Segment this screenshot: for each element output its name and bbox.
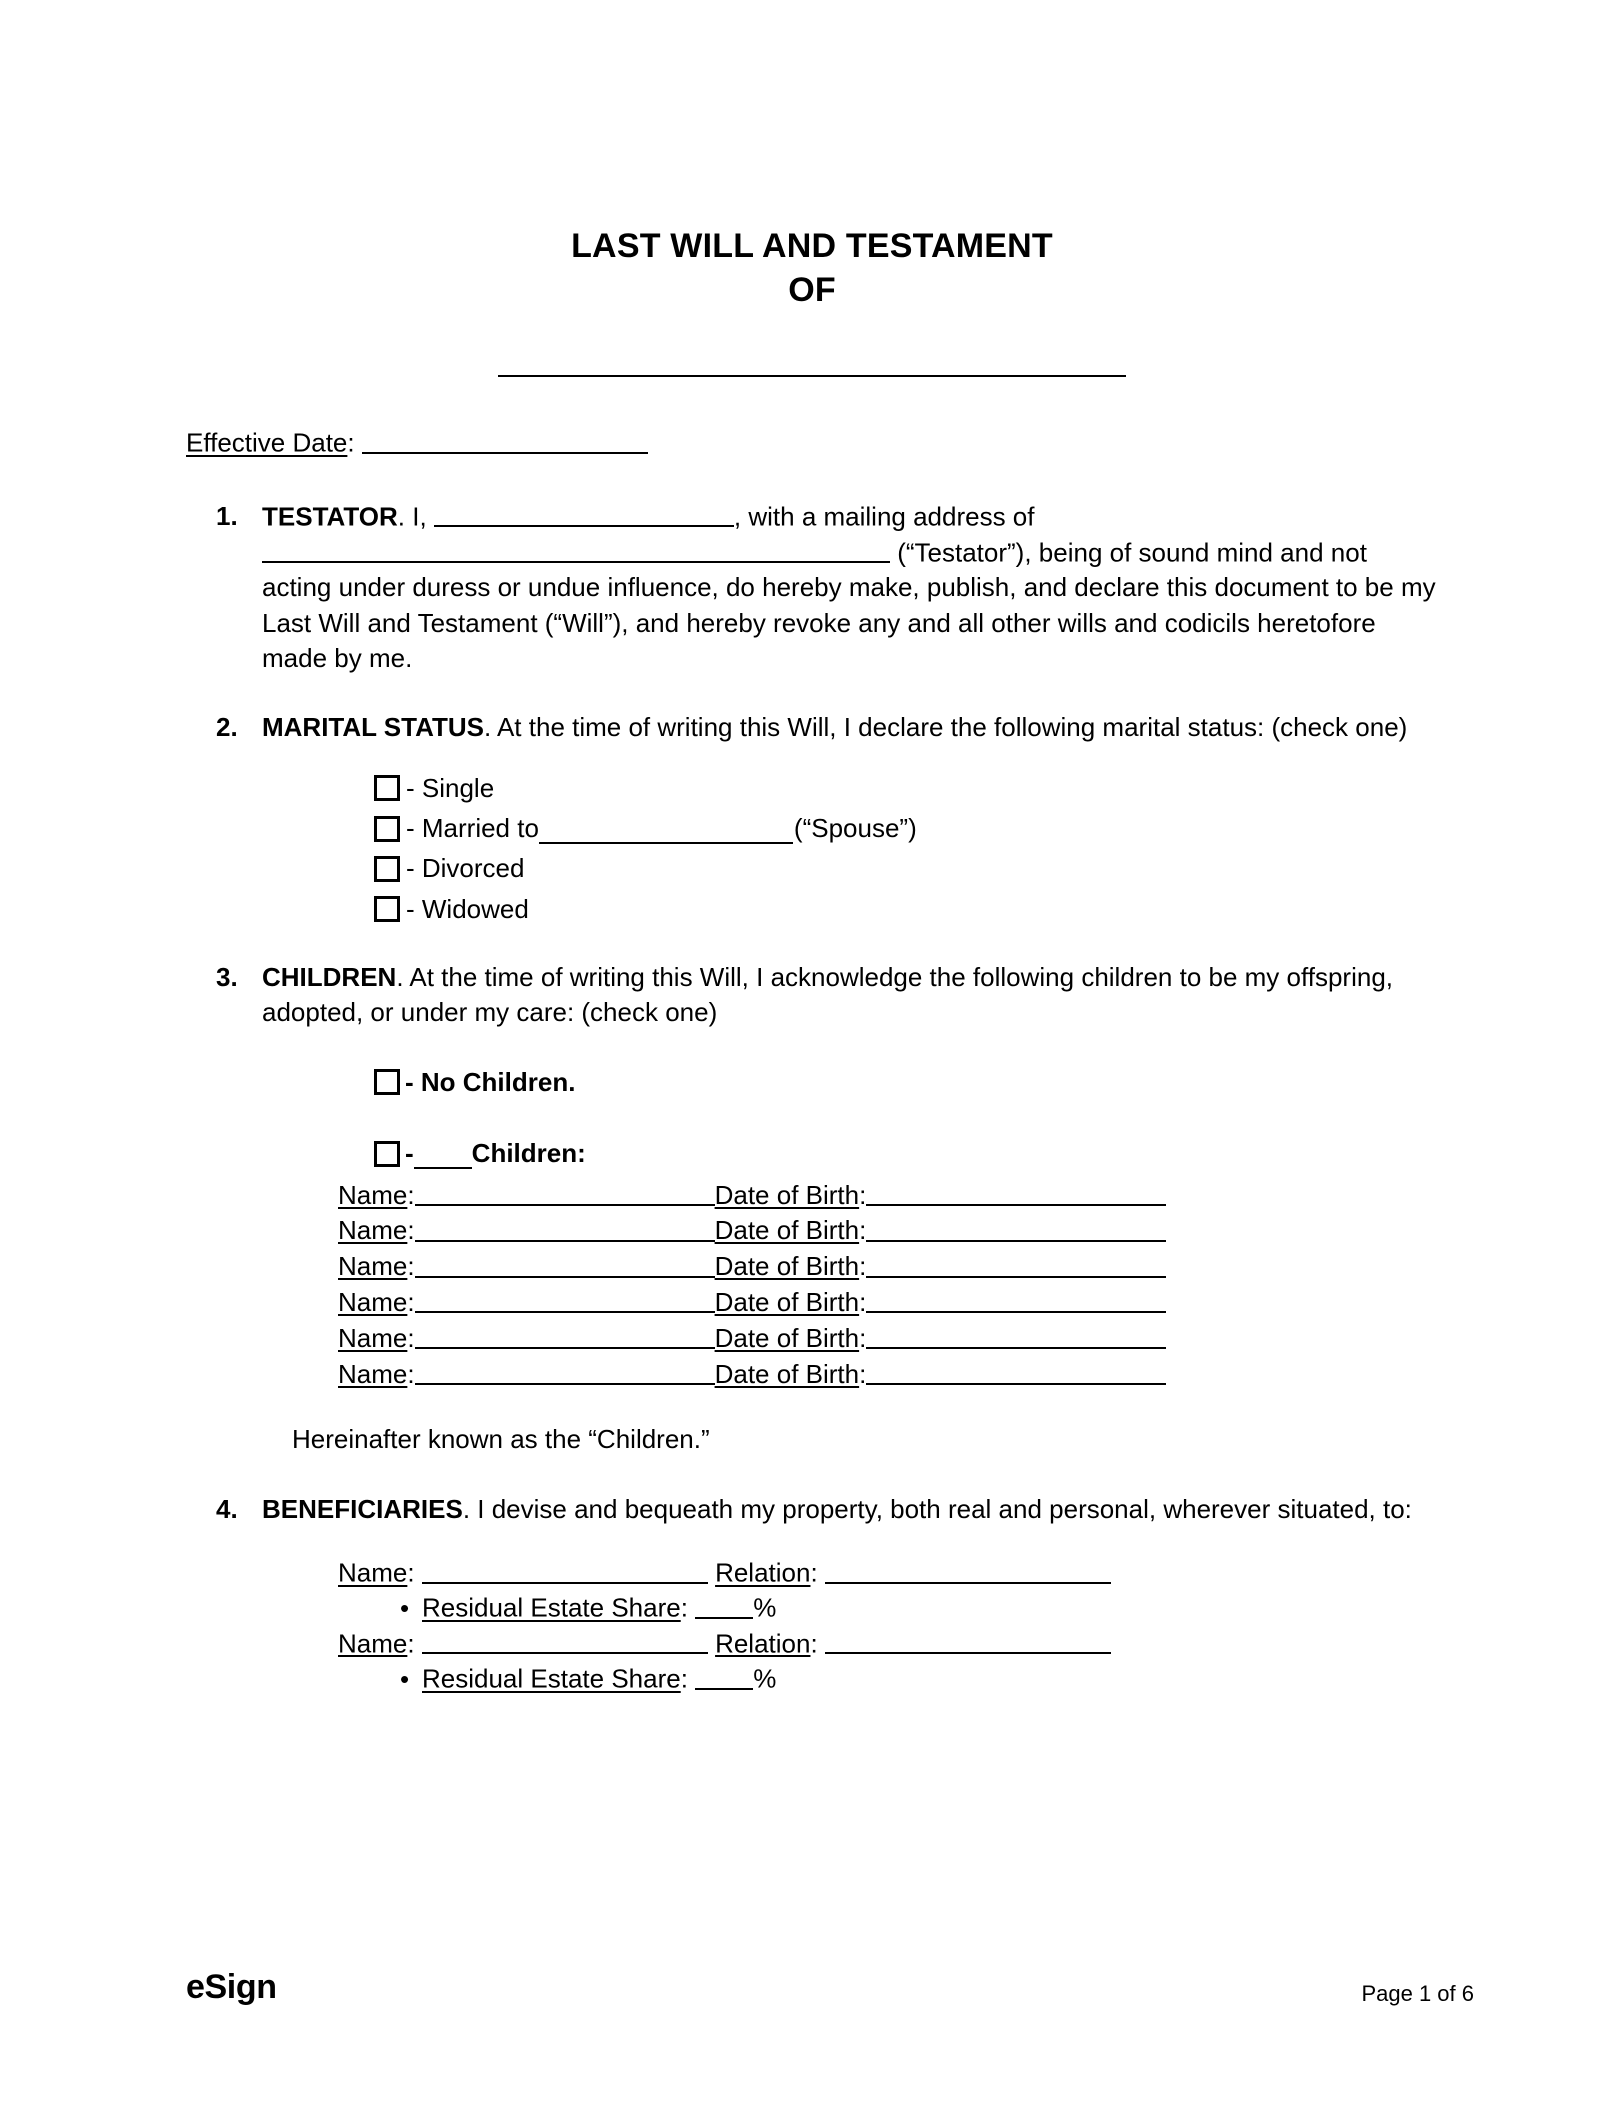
section-marital-status [186, 710, 1438, 925]
marital-option-single[interactable] [374, 772, 1438, 805]
beneficiary-name-label: Name [338, 1628, 408, 1659]
children-option-none[interactable] [374, 1065, 1438, 1100]
testator-name-input-blank[interactable] [434, 499, 734, 528]
marital-option-divorced[interactable] [374, 852, 1438, 885]
beneficiary-name-blank[interactable] [422, 1555, 708, 1584]
children-option-count[interactable] [374, 1136, 1438, 1171]
child-dob-blank[interactable] [866, 1249, 1166, 1278]
marital-option-married-label: - Married to [406, 813, 539, 844]
colon: : [407, 1215, 415, 1246]
marital-option-single-label: - Single [406, 772, 495, 803]
checkbox-icon[interactable] [374, 775, 400, 801]
effective-date-blank[interactable] [362, 425, 648, 454]
child-name-blank[interactable] [415, 1177, 715, 1206]
colon: : [859, 1287, 867, 1318]
table-row [338, 1356, 1166, 1392]
marital-option-divorced-label: - Divorced [406, 853, 525, 884]
beneficiaries-entries [338, 1555, 1438, 1696]
page-footer [186, 1968, 1474, 2007]
child-name-blank[interactable] [415, 1321, 715, 1350]
child-dob-label: Date of Birth [714, 1215, 860, 1246]
testator-name-blank[interactable] [498, 374, 1126, 377]
beneficiary-share-row [400, 1590, 1438, 1625]
section-beneficiaries-text: . I devise and bequeath my property, both real and personal, wherever situated, to: [462, 1493, 1412, 1524]
checkbox-icon[interactable] [374, 856, 400, 882]
beneficiary-share-blank[interactable] [695, 1590, 753, 1619]
table-row [338, 1213, 1166, 1249]
children-count-blank[interactable] [414, 1140, 472, 1169]
beneficiary-relation-blank[interactable] [825, 1626, 1111, 1655]
section-testator-text-c: (“Testator”), being of sound mind and not acting under duress or undue influence, do hereby make, publish, and declare this document to be my Last Will and Testament (“Will”), and hereby revoke any and all other wills and codicils heretofore made by me. [262, 537, 1436, 674]
section-testator-text-a: . I, [397, 501, 434, 532]
section-testator-heading: TESTATOR [262, 501, 398, 532]
table-row [338, 1249, 1166, 1285]
checkbox-icon[interactable] [374, 1069, 400, 1095]
marital-option-widowed[interactable] [374, 893, 1438, 926]
child-dob-label: Date of Birth [714, 1287, 860, 1318]
colon: : [859, 1251, 867, 1282]
colon: : [407, 1322, 415, 1353]
checkbox-icon[interactable] [374, 896, 400, 922]
beneficiary-share-blank[interactable] [695, 1661, 753, 1690]
child-name-label: Name [338, 1215, 408, 1246]
child-name-blank[interactable] [415, 1356, 715, 1385]
colon: : [407, 1179, 415, 1210]
child-dob-label: Date of Birth [714, 1358, 860, 1389]
section-marital-text: . At the time of writing this Will, I declare the following marital status: (check one) [483, 712, 1408, 743]
beneficiary-relation-label: Relation [715, 1628, 811, 1659]
table-row [338, 1321, 1166, 1357]
marital-option-married[interactable] [374, 812, 1438, 845]
table-row [338, 1285, 1166, 1321]
checkbox-icon[interactable] [374, 816, 400, 842]
child-name-label: Name [338, 1179, 408, 1210]
testator-address-blank[interactable] [262, 535, 890, 564]
colon: : [859, 1215, 867, 1246]
effective-date-row [186, 425, 1438, 461]
beneficiary-share-label: Residual Estate Share [422, 1663, 681, 1694]
section-beneficiaries-heading: BENEFICIARIES [262, 1493, 463, 1524]
page-number: Page 1 of 6 [1361, 1981, 1474, 2006]
colon: : [407, 1287, 415, 1318]
child-dob-label: Date of Birth [714, 1322, 860, 1353]
checkbox-icon[interactable] [374, 1141, 400, 1167]
section-children [186, 960, 1438, 1458]
child-name-blank[interactable] [415, 1249, 715, 1278]
colon: : [810, 1557, 818, 1588]
section-beneficiaries [186, 1492, 1438, 1697]
child-dob-blank[interactable] [866, 1321, 1166, 1350]
children-count-prefix: - [405, 1137, 414, 1168]
sections-list [186, 499, 1438, 1697]
colon: : [859, 1358, 867, 1389]
child-dob-blank[interactable] [866, 1213, 1166, 1242]
colon: : [407, 1628, 415, 1659]
child-name-blank[interactable] [415, 1213, 715, 1242]
effective-date-label: Effective Date [186, 427, 348, 458]
child-dob-label: Date of Birth [714, 1251, 860, 1282]
beneficiary-share-label: Residual Estate Share [422, 1592, 681, 1623]
beneficiary-name-blank[interactable] [422, 1626, 708, 1655]
title-line-2: OF [788, 270, 836, 309]
child-name-blank[interactable] [415, 1285, 715, 1314]
beneficiary-name-label: Name [338, 1557, 408, 1588]
child-dob-blank[interactable] [866, 1356, 1166, 1385]
beneficiary-entry [338, 1555, 1438, 1590]
child-name-label: Name [338, 1287, 408, 1318]
percent-sign: % [753, 1592, 777, 1623]
table-row [338, 1177, 1166, 1213]
children-count-suffix: Children: [471, 1137, 586, 1168]
effective-date-colon: : [347, 427, 355, 458]
children-hereinafter-note: Hereinafter known as the “Children.” [292, 1424, 710, 1455]
child-dob-blank[interactable] [866, 1285, 1166, 1314]
marital-option-married-suffix: (“Spouse”) [793, 813, 917, 844]
beneficiary-entry [338, 1626, 1438, 1661]
beneficiary-relation-label: Relation [715, 1557, 811, 1588]
esign-logo: eSign [186, 1968, 277, 2006]
children-option-none-label: - No Children. [405, 1066, 576, 1097]
colon: : [859, 1179, 867, 1210]
colon: : [680, 1592, 688, 1623]
percent-sign: % [753, 1663, 777, 1694]
child-name-label: Name [338, 1358, 408, 1389]
colon: : [810, 1628, 818, 1659]
children-options [374, 1065, 1438, 1172]
section-testator-text-b: , with a mailing address of [733, 501, 1035, 532]
testator-name-rule-wrap [186, 374, 1438, 377]
child-name-label: Name [338, 1322, 408, 1353]
colon: : [407, 1358, 415, 1389]
section-testator [186, 499, 1438, 677]
section-children-heading: CHILDREN [262, 961, 397, 992]
children-table [338, 1177, 1166, 1392]
document-body [186, 225, 1438, 1730]
colon: : [859, 1322, 867, 1353]
document-title [186, 225, 1438, 312]
colon: : [407, 1557, 415, 1588]
bullet-icon: • [400, 1592, 410, 1623]
child-name-label: Name [338, 1251, 408, 1282]
section-children-text: . At the time of writing this Will, I acknowledge the following children to be my offspring, adopted, or under my care: (check one) [262, 961, 1394, 1028]
marital-option-widowed-label: - Widowed [406, 893, 529, 924]
marital-options [374, 772, 1438, 926]
beneficiary-share-row [400, 1661, 1438, 1696]
bullet-icon: • [400, 1663, 410, 1694]
title-line-1: LAST WILL AND TESTAMENT [571, 227, 1053, 265]
spacer [374, 1106, 1438, 1136]
spouse-name-blank[interactable] [539, 815, 793, 844]
section-marital-heading: MARITAL STATUS [262, 712, 484, 743]
child-dob-label: Date of Birth [714, 1179, 860, 1210]
child-dob-blank[interactable] [866, 1177, 1166, 1206]
colon: : [680, 1663, 688, 1694]
beneficiary-relation-blank[interactable] [825, 1555, 1111, 1584]
colon: : [407, 1251, 415, 1282]
